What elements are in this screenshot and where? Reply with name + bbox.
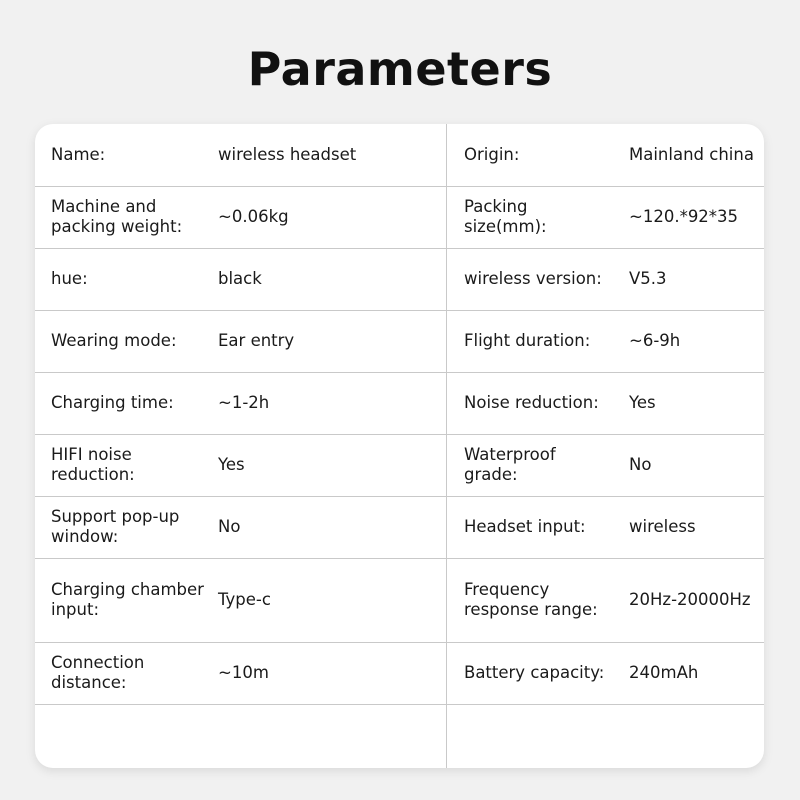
param-label: wireless version: <box>464 269 602 288</box>
param-value: No <box>629 455 652 474</box>
param-value: wireless <box>629 517 696 536</box>
param-label: Charging chamber input: <box>51 580 204 619</box>
row-divider <box>35 704 764 705</box>
page-title: Parameters <box>247 42 553 96</box>
param-value: V5.3 <box>629 269 667 288</box>
param-value: ~0.06kg <box>218 207 289 226</box>
param-label: Machine and packing weight: <box>51 197 183 236</box>
param-value: Type-c <box>218 590 271 609</box>
param-label: Battery capacity: <box>464 663 605 682</box>
param-value: Yes <box>218 455 245 474</box>
param-label: HIFI noise reduction: <box>51 445 135 484</box>
param-value: wireless headset <box>218 145 357 164</box>
param-label: Packing size(mm): <box>464 197 547 236</box>
param-label: Frequency response range: <box>464 580 598 619</box>
param-label: Flight duration: <box>464 331 591 350</box>
param-value: ~10m <box>218 663 269 682</box>
param-value: Mainland china <box>629 145 754 164</box>
param-label: Charging time: <box>51 393 174 412</box>
param-label: Headset input: <box>464 517 586 536</box>
param-value: No <box>218 517 241 536</box>
param-label: Noise reduction: <box>464 393 599 412</box>
param-value: Yes <box>629 393 656 412</box>
param-value: 20Hz-20000Hz <box>629 590 751 609</box>
param-value: ~1-2h <box>218 393 270 412</box>
param-label: Origin: <box>464 145 520 164</box>
column-divider <box>446 124 447 768</box>
param-label: hue: <box>51 269 88 288</box>
param-label: Name: <box>51 145 106 164</box>
param-value: 240mAh <box>629 663 699 682</box>
param-label: Connection distance: <box>51 653 145 692</box>
parameters-table <box>35 124 764 768</box>
param-value: ~120.*92*35 <box>629 207 739 226</box>
param-value: Ear entry <box>218 331 295 350</box>
param-label: Waterproof grade: <box>464 445 556 484</box>
param-label: Support pop-up window: <box>51 507 180 546</box>
param-value: ~6-9h <box>629 331 681 350</box>
param-value: black <box>218 269 262 288</box>
param-label: Wearing mode: <box>51 331 177 350</box>
